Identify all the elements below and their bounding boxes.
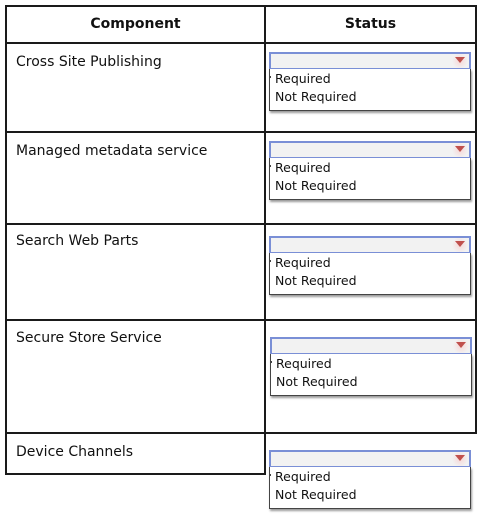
component-managed-metadata-service: Managed metadata service: [16, 143, 208, 159]
dropdown-options: [269, 69, 471, 111]
dropdown-options: [269, 158, 471, 200]
dropdown-select[interactable]: [269, 141, 471, 159]
option-required[interactable]: Required: [275, 160, 331, 175]
column-divider: [264, 5, 266, 475]
table-border-bottom: [5, 473, 266, 475]
option-not-required[interactable]: Not Required: [275, 178, 357, 193]
row-divider: [5, 319, 477, 321]
status-dropdown-search-web-parts[interactable]: [269, 236, 471, 300]
row-divider: [5, 432, 477, 434]
dropdown-select[interactable]: [269, 450, 471, 468]
option-required[interactable]: Required: [275, 255, 331, 270]
component-secure-store-service: Secure Store Service: [16, 330, 162, 346]
component-search-web-parts: Search Web Parts: [16, 233, 139, 249]
status-dropdown-managed-metadata-service[interactable]: [269, 141, 471, 205]
dropdown-options: [270, 354, 472, 396]
list-tick: [270, 165, 271, 167]
row-divider: [5, 131, 477, 133]
chevron-down-icon[interactable]: [455, 57, 465, 63]
chevron-down-icon[interactable]: [455, 146, 465, 152]
header-status: Status: [344, 16, 397, 32]
row-divider: [5, 223, 477, 225]
list-tick: [270, 474, 271, 476]
chevron-down-icon[interactable]: [455, 455, 465, 461]
list-tick: [270, 76, 271, 78]
option-not-required[interactable]: Not Required: [276, 374, 358, 389]
status-dropdown-secure-store-service[interactable]: [270, 337, 472, 401]
component-cross-site-publishing: Cross Site Publishing: [16, 54, 162, 70]
option-required[interactable]: Required: [275, 469, 331, 484]
status-dropdown-cross-site-publishing[interactable]: [269, 52, 471, 116]
option-required[interactable]: Required: [276, 356, 332, 371]
header-component: Component: [90, 16, 181, 32]
dropdown-options: [269, 253, 471, 295]
option-not-required[interactable]: Not Required: [275, 273, 357, 288]
table-border-left: [5, 5, 7, 475]
option-not-required[interactable]: Not Required: [275, 487, 357, 502]
chevron-down-icon[interactable]: [455, 241, 465, 247]
component-device-channels: Device Channels: [16, 444, 134, 460]
table-border-right: [475, 5, 477, 434]
chevron-down-icon[interactable]: [456, 342, 466, 348]
option-required[interactable]: Required: [275, 71, 331, 86]
list-tick: [271, 361, 272, 363]
list-tick: [270, 260, 271, 262]
dropdown-options: [269, 467, 471, 509]
option-not-required[interactable]: Not Required: [275, 89, 357, 104]
dropdown-select[interactable]: [269, 52, 471, 70]
dropdown-select[interactable]: [269, 236, 471, 254]
status-dropdown-device-channels[interactable]: [269, 450, 471, 514]
dropdown-select[interactable]: [270, 337, 472, 355]
